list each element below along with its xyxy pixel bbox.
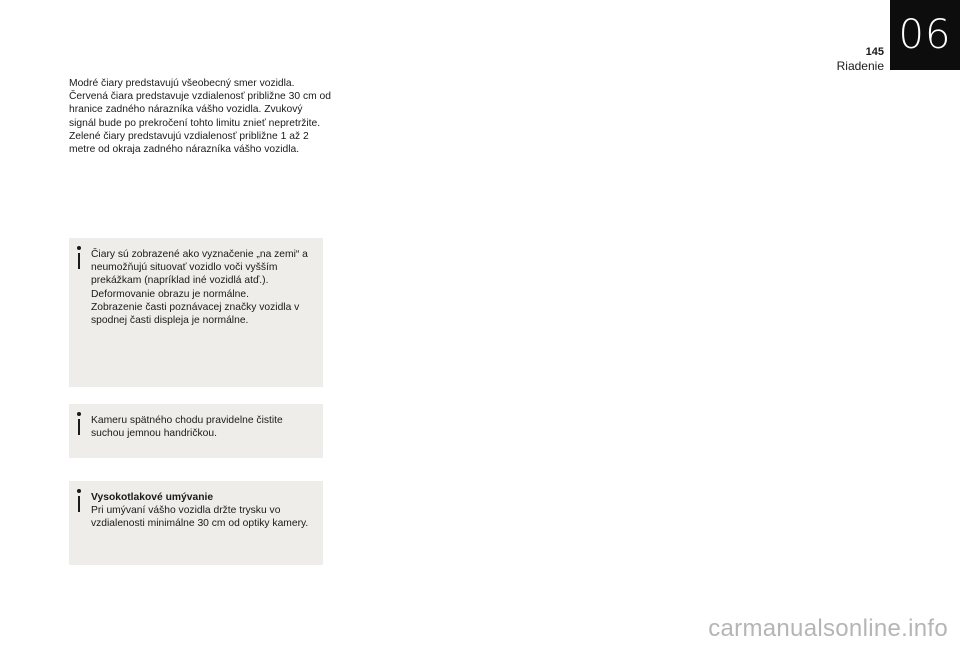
paragraph-red-line: Červená čiara predstavuje vzdialenosť približne 30 cm od hranice zadného nárazníka vášho vozidla. Zvukový signál bude po prekročení tohto limitu znieť nepretržite.	[69, 91, 331, 129]
watermark: carmanualsonline.info	[708, 615, 948, 642]
paragraph-green-lines: Zelené čiary predstavujú vzdialenosť približne 1 až 2 metre od okraja zadného nárazníka vášho vozidla.	[69, 130, 309, 156]
info-icon	[76, 489, 84, 513]
chapter-tab	[890, 0, 960, 70]
info-icon	[76, 246, 84, 270]
info-heading: Vysokotlakové umývanie	[91, 492, 214, 503]
info-paragraph: Zobrazenie časti poznávacej značky vozidla v spodnej časti displeja je normálne.	[91, 301, 300, 327]
info-icon	[76, 412, 84, 436]
main-text	[69, 77, 331, 156]
section-title: Riadenie	[836, 59, 884, 73]
info-paragraph: Pri umývaní vášho vozidla držte trysku vo vzdialenosti minimálne 30 cm od optiky kamery.	[91, 505, 309, 530]
info-paragraph: Kameru spätného chodu pravidelne čistite suchou jemnou handričkou.	[91, 415, 283, 440]
page-number: 145	[865, 46, 884, 58]
chapter-number: 06	[898, 12, 952, 58]
info-box-high-pressure	[69, 481, 323, 565]
info-box-cleaning	[69, 404, 323, 458]
info-box-lines	[69, 238, 323, 387]
info-paragraph: Čiary sú zobrazené ako vyznačenie „na zemi“ a neumožňujú situovať vozidlo voči vyšším prekážkam (napríklad iné vozidlá atď.).	[91, 249, 308, 287]
info-paragraph: Deformovanie obrazu je normálne.	[91, 288, 249, 300]
paragraph-blue-lines: Modré čiary predstavujú všeobecný smer vozidla.	[69, 78, 295, 89]
